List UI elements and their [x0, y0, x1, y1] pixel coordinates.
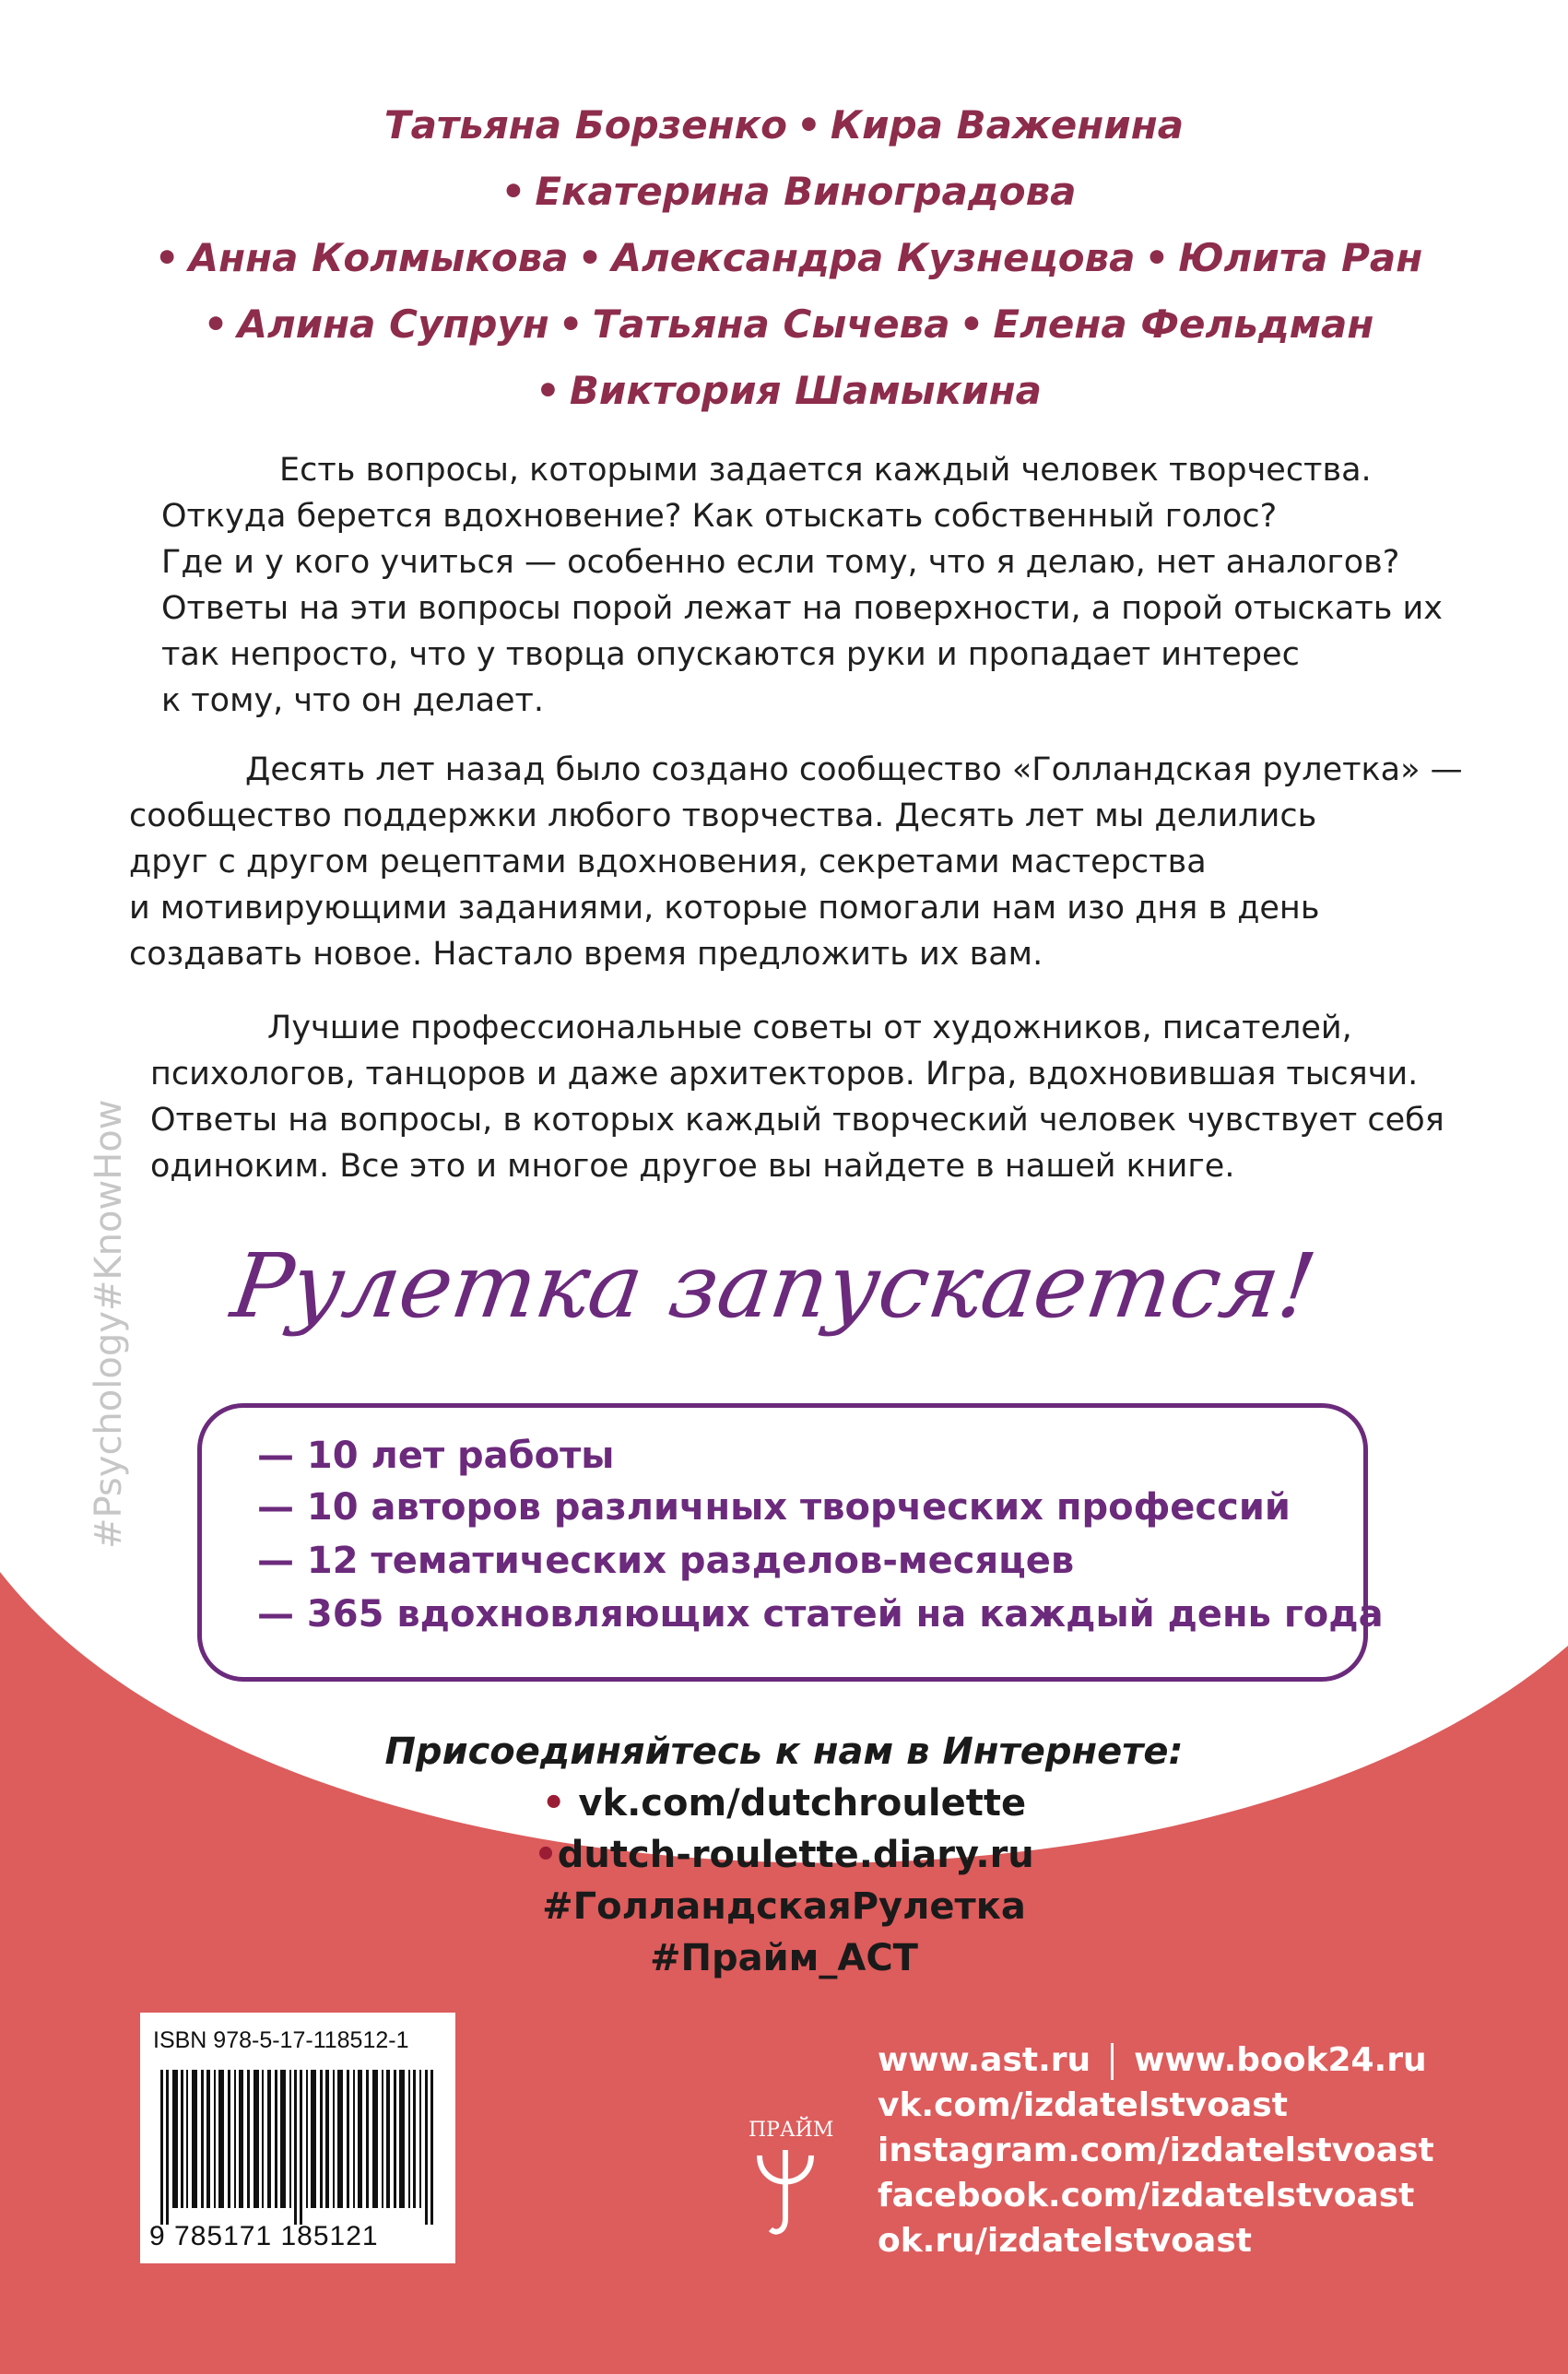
text-line: к тому, что он делает. — [161, 682, 545, 719]
feature-item: — 10 авторов различных творческих профессий — [257, 1486, 1291, 1529]
hashtag[interactable]: #Прайм_АСТ — [650, 1937, 918, 1979]
join-link-vk[interactable] — [0, 1778, 1568, 1829]
text-line: Ответы на эти вопросы порой лежат на поверхности, а порой отыскать их — [161, 590, 1443, 627]
bullet-separator: • — [501, 169, 526, 214]
slogan — [0, 1217, 1568, 1355]
bullet-separator: • — [558, 301, 584, 347]
bullet-separator: • — [154, 235, 180, 280]
author-name: Виктория Шамыкина — [569, 368, 1042, 413]
barcode-block — [140, 2013, 455, 2263]
author-name: Юлита Ран — [1178, 235, 1423, 280]
text-line: Откуда берется вдохновение? Как отыскать собственный голос? — [161, 498, 1278, 535]
author-line — [0, 225, 1568, 291]
bullet-separator: • — [959, 301, 984, 347]
social-link[interactable]: instagram.com/izdatelstvoast — [878, 2132, 1434, 2169]
site-link[interactable]: www.book24.ru — [1134, 2041, 1427, 2079]
social-link[interactable]: vk.com/izdatelstvoast — [878, 2086, 1288, 2124]
author-name: Татьяна Сычева — [592, 301, 950, 347]
text-line: друг с другом рецептами вдохновения, секретами мастерства — [129, 844, 1207, 880]
bullet-separator: • — [796, 102, 821, 148]
text-line: и мотивирующими заданиями, которые помогали нам изо дня в день — [129, 890, 1320, 927]
text-line: Где и у кого учиться — особенно если тому, что я делаю, нет аналогов? — [161, 544, 1400, 581]
site-link[interactable]: www.ast.ru — [878, 2041, 1091, 2079]
description-paragraph-3 — [150, 1005, 1444, 1189]
social-link[interactable]: facebook.com/izdatelstvoast — [878, 2177, 1415, 2215]
author-name: Елена Фельдман — [993, 301, 1374, 347]
text-line: создавать новое. Настало время предложить их вам. — [129, 936, 1043, 973]
bullet-separator: • — [577, 235, 603, 280]
social-link[interactable]: ok.ru/izdatelstvoast — [878, 2222, 1252, 2260]
author-line — [0, 358, 1568, 424]
author-name: Татьяна Борзенко — [383, 102, 787, 148]
barcode-digits: 9 785171 185121 — [149, 2221, 379, 2251]
barcode-icon — [149, 2070, 446, 2225]
text-line: Десять лет назад было создано сообщество «Голландская рулетка» — — [245, 751, 1463, 788]
bullet-separator: • — [1144, 235, 1170, 280]
link-text: dutch-roulette.diary.ru — [557, 1834, 1034, 1876]
hashtag[interactable]: #ГолландскаяРулетка — [542, 1885, 1026, 1928]
description-paragraph-2 — [129, 747, 1463, 977]
bullet-icon: • — [541, 1782, 579, 1825]
text-line: одиноким. Все это и многое другое вы найдете в нашей книге. — [150, 1148, 1235, 1185]
join-title: Присоединяйтесь к нам в Интернете: — [384, 1730, 1184, 1773]
text-line: сообщество поддержки любого творчества. Десять лет мы делились — [129, 797, 1317, 834]
text-line: Есть вопросы, которыми задается каждый человек творчества. — [279, 452, 1372, 489]
publisher-contacts — [878, 2037, 1434, 2263]
text-line: психологов, танцоров и даже архитекторов. Игра, вдохновившая тысячи. — [150, 1056, 1419, 1093]
description-paragraph-1 — [161, 447, 1443, 724]
author-line — [0, 291, 1568, 358]
authors-list — [0, 92, 1568, 424]
author-name: Александра Кузнецова — [611, 235, 1136, 280]
text-line: так непросто, что у творца опускаются руки и пропадает интерес — [161, 636, 1300, 673]
author-line — [0, 159, 1568, 225]
author-name: Алина Супрун — [237, 301, 549, 347]
text-line: Лучшие профессиональные советы от художников, писателей, — [267, 1010, 1352, 1046]
divider — [1111, 2043, 1114, 2080]
slogan-text: Рулетка запускается! — [225, 1234, 1323, 1338]
features-box — [197, 1403, 1384, 1682]
sites-row — [878, 2037, 1434, 2083]
side-hashtag: #Psychology#KnowHow — [88, 1099, 130, 1549]
text-line: Ответы на вопросы, в которых каждый творческий человек чувствует себя — [150, 1102, 1444, 1139]
author-name: Анна Колмыкова — [188, 235, 569, 280]
join-link-diary[interactable] — [0, 1829, 1568, 1881]
bullet-separator: • — [536, 368, 560, 413]
join-block — [0, 1726, 1568, 1984]
link-text: vk.com/dutchroulette — [578, 1782, 1027, 1825]
logo-text: ПРАЙМ — [749, 2119, 834, 2142]
bullet-icon: • — [534, 1834, 558, 1876]
isbn-number: ISBN 978-5-17-118512-1 — [153, 2027, 409, 2053]
feature-item: — 10 лет работы — [257, 1435, 615, 1477]
author-name: Кира Важенина — [830, 102, 1185, 148]
author-name: Екатерина Виноградова — [535, 169, 1077, 214]
author-line — [0, 92, 1568, 159]
feature-item: — 12 тематических разделов-месяцев — [257, 1540, 1075, 1582]
bullet-separator: • — [203, 301, 229, 347]
feature-item: — 365 вдохновляющих статей на каждый день года — [257, 1593, 1384, 1636]
psi-icon — [749, 2146, 822, 2248]
